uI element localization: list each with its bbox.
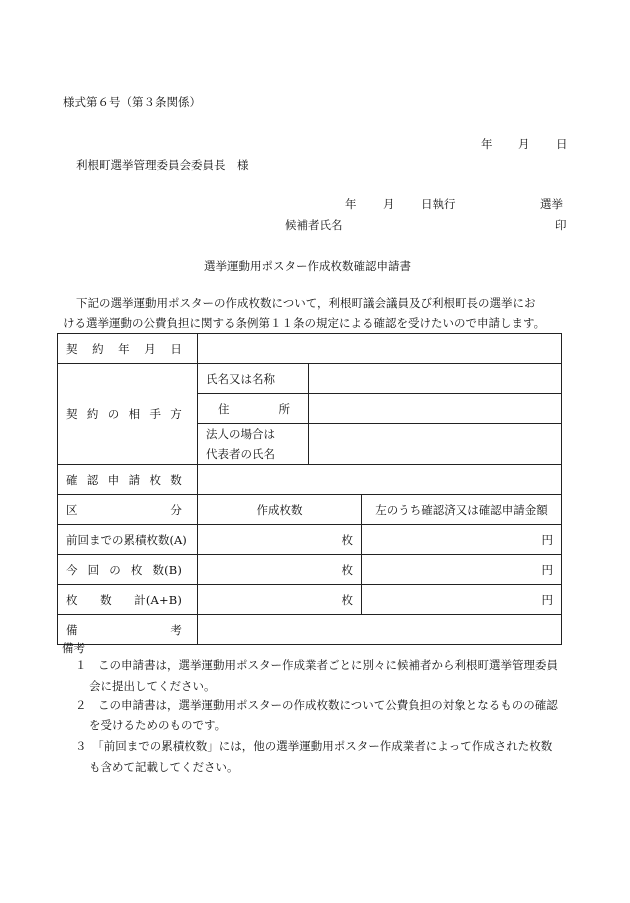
- total-amount-field[interactable]: [362, 585, 562, 615]
- sheet-unit: 枚: [341, 532, 353, 547]
- remarks-field[interactable]: [198, 615, 562, 645]
- note-3-line-2: も含めて記載してください。: [89, 760, 239, 774]
- note-1-line-1: １ この申請書は，選挙運動用ポスター作成業者ごとに別々に候補者から利根町選挙管理委員: [75, 658, 558, 672]
- body-text-line-1: 下記の選挙運動用ポスターの作成枚数について，利根町議会議員及び利根町長の選挙にお: [76, 296, 536, 310]
- corporate-rep-field[interactable]: [309, 424, 562, 465]
- counterparty-label: 契 約 の 相 手 方: [58, 364, 198, 465]
- this-time-label: 今 回 の 枚 数(B): [58, 555, 198, 585]
- exec-day-label: 日執行: [421, 197, 456, 211]
- remarks-label: 備 考: [58, 615, 198, 645]
- prev-total-amount-field[interactable]: [362, 525, 562, 555]
- name-or-title-label: 氏名又は名称: [198, 364, 309, 394]
- sheet-unit: 枚: [341, 562, 353, 577]
- total-count-field[interactable]: [198, 585, 362, 615]
- address-label: 住 所: [198, 394, 309, 424]
- date-day-label: 日: [556, 137, 568, 151]
- prev-total-label: 前回までの累積枚数(A): [58, 525, 198, 555]
- name-or-title-field[interactable]: [309, 364, 562, 394]
- contract-date-label: 契 約 年 月 日: [58, 334, 198, 364]
- this-time-amount-field[interactable]: [362, 555, 562, 585]
- note-1-line-2: 会に提出してください。: [89, 679, 216, 693]
- prev-total-count-field[interactable]: [198, 525, 362, 555]
- contract-date-field[interactable]: [198, 334, 562, 364]
- form-number: 様式第６号（第３条関係）: [63, 95, 201, 109]
- corporate-rep-label: 法人の場合は 代表者の氏名: [198, 424, 309, 465]
- count-column-header: 作成枚数: [198, 495, 362, 525]
- yen-unit: 円: [541, 592, 554, 607]
- candidate-name-label: 候補者氏名: [285, 218, 343, 232]
- application-table: [57, 333, 562, 645]
- category-label: 区 分: [58, 495, 198, 525]
- exec-month-label: 月: [383, 197, 395, 211]
- seal-mark: 印: [555, 218, 567, 232]
- addressee: 利根町選挙管理委員会委員長 様: [76, 158, 249, 172]
- note-2-line-1: ２ この申請書は，選挙運動用ポスターの作成枚数について公費負担の対象となるものの確認: [75, 698, 558, 712]
- amount-column-header: 左のうち確認済又は確認申請金額: [362, 495, 562, 525]
- sheet-unit: 枚: [341, 592, 353, 607]
- confirm-count-label: 確 認 申 請 枚 数: [58, 465, 198, 495]
- notes-title: 備考: [62, 641, 85, 655]
- document-title: 選挙運動用ポスター作成枚数確認申請書: [204, 259, 411, 273]
- note-2-line-2: を受けるためのものです。: [89, 718, 227, 732]
- election-label: 選挙: [540, 197, 563, 211]
- this-time-count-field[interactable]: [198, 555, 362, 585]
- confirm-count-field[interactable]: [198, 465, 562, 495]
- address-field[interactable]: [309, 394, 562, 424]
- date-year-label: 年: [481, 137, 493, 151]
- note-3-line-1: ３ 「前回までの累積枚数」には，他の選挙運動用ポスター作成業者によって作成された枚数: [75, 739, 553, 753]
- yen-unit: 円: [541, 562, 554, 577]
- exec-year-label: 年: [345, 197, 357, 211]
- body-text-line-2: ける選挙運動の公費負担に関する条例第１１条の規定による確認を受けたいので申請します。: [63, 316, 546, 330]
- total-label: 枚 数 計(A+B): [58, 585, 198, 615]
- date-month-label: 月: [518, 137, 530, 151]
- yen-unit: 円: [541, 532, 554, 547]
